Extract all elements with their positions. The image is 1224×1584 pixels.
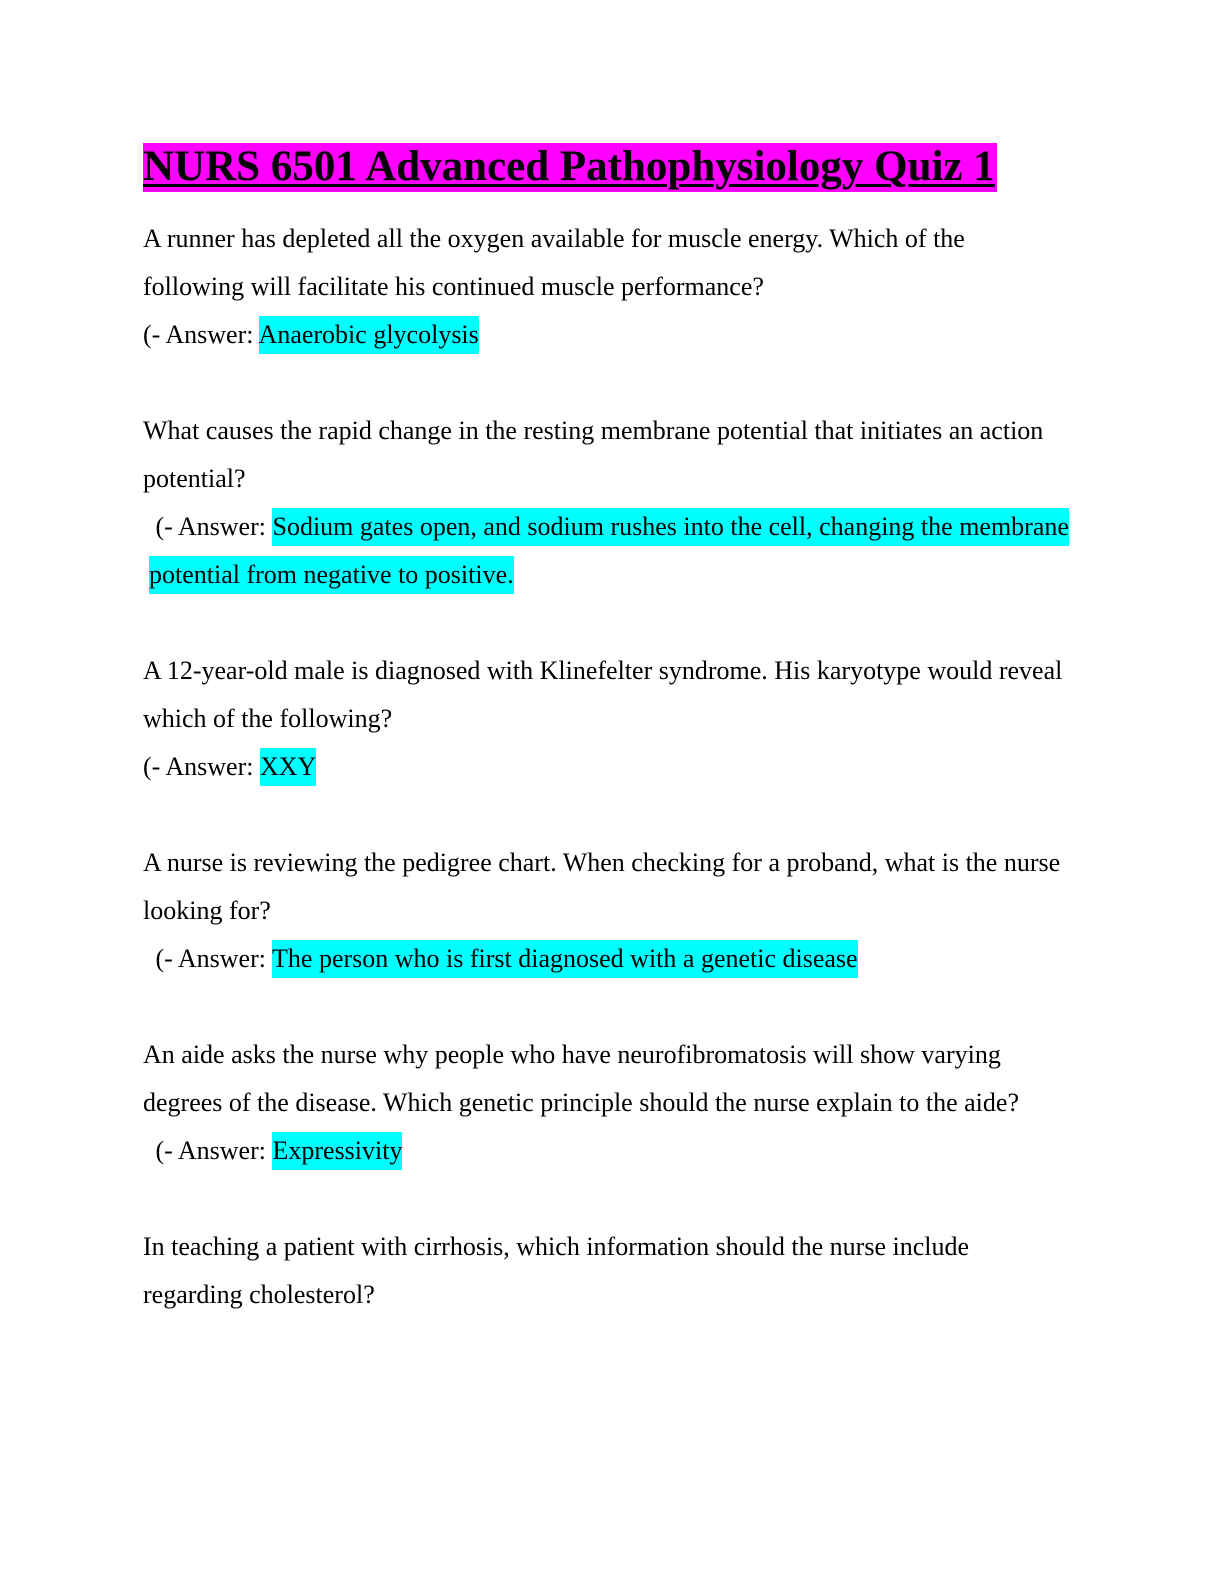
answer-prefix-2: (- Answer: — [149, 512, 273, 541]
question-6: In teaching a patient with cirrhosis, which information should the nurse include regarding cholesterol? — [143, 1232, 970, 1309]
qa-item-6 — [143, 1223, 1073, 1319]
answer-line-4 — [143, 935, 1073, 983]
answer-5: Expressivity — [272, 1132, 402, 1170]
answer-prefix-3: (- Answer: — [143, 752, 260, 781]
answer-line-2 — [143, 503, 1073, 599]
title-highlight: NURS 6501 Advanced Pathophysiology Quiz 1 — [143, 143, 995, 190]
qa-item-3 — [143, 647, 1073, 791]
answer-1: Anaerobic glycolysis — [259, 316, 479, 354]
answer-line-1 — [143, 311, 1073, 359]
answer-3: XXY — [260, 748, 316, 786]
answer-2: Sodium gates open, and sodium rushes into the cell, changing the membrane potential from negative to positive. — [149, 508, 1069, 594]
qa-item-4 — [143, 839, 1073, 983]
question-5: An aide asks the nurse why people who have neurofibromatosis will show varying degrees of the disease. Which genetic principle should the nurse explain to the aide? — [143, 1040, 1019, 1117]
document-title — [143, 140, 1073, 194]
qa-item-2 — [143, 407, 1073, 599]
answer-4: The person who is first diagnosed with a genetic disease — [272, 940, 858, 978]
answer-prefix-1: (- Answer: — [143, 320, 259, 349]
answer-line-5 — [143, 1127, 1073, 1175]
qa-item-1 — [143, 215, 1073, 359]
answer-prefix-4: (- Answer: — [149, 944, 273, 973]
question-3: A 12-year-old male is diagnosed with Klinefelter syndrome. His karyotype would reveal which of the following? — [143, 656, 1063, 733]
answer-line-3 — [143, 743, 1073, 791]
answer-prefix-5: (- Answer: — [149, 1136, 273, 1165]
question-4: A nurse is reviewing the pedigree chart. When checking for a proband, what is the nurse looking for? — [143, 848, 1061, 925]
question-1: A runner has depleted all the oxygen available for muscle energy. Which of the following will facilitate his continued muscle performance? — [143, 224, 965, 301]
qa-item-5 — [143, 1031, 1073, 1175]
document-page — [143, 140, 1073, 1319]
question-2: What causes the rapid change in the resting membrane potential that initiates an action potential? — [143, 416, 1044, 493]
